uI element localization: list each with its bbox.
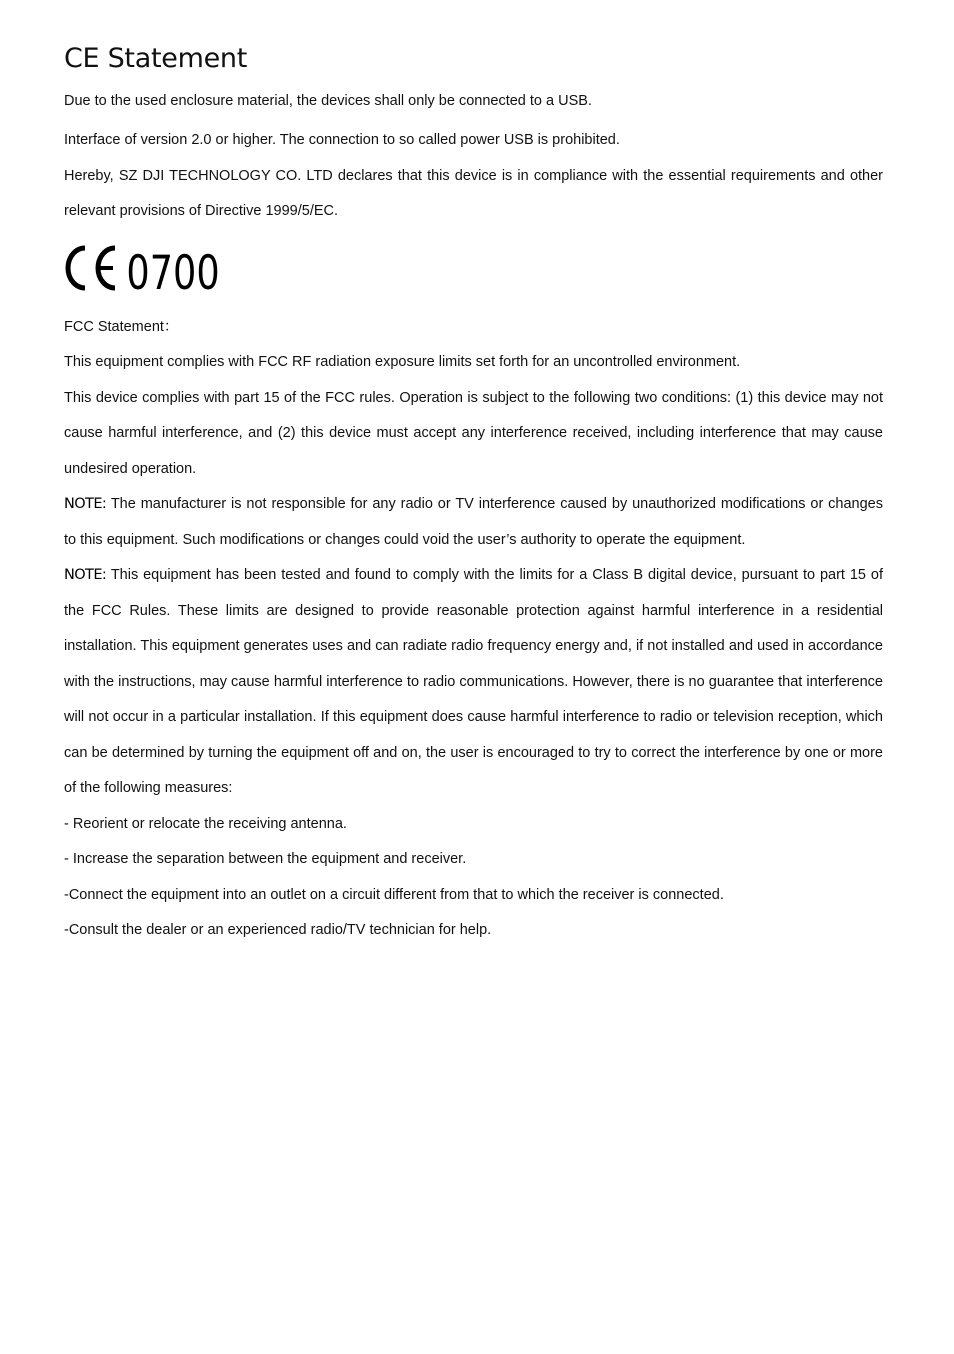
document-page — [64, 40, 883, 949]
note-1-label: NOTE: — [64, 496, 107, 512]
fcc-note-1 — [64, 487, 883, 558]
ce-paragraph-1: Due to the used enclosure material, the devices shall only be connected to a USB. — [64, 93, 592, 109]
fcc-paragraph-2: This device complies with part 15 of the FCC rules. Operation is subject to the following two conditions: (1) this device may not cause harmful interference, and (2) this device must accept any interference received, including interference that may cause undesired operation. — [64, 389, 883, 477]
ce-paragraph-2: Interface of version 2.0 or higher. The connection to so called power USB is prohibited. — [64, 132, 620, 148]
ce-mark-icon — [64, 242, 224, 298]
ce-notified-body-number: 0700 — [126, 245, 220, 298]
measure-item: -Consult the dealer or an experienced radio/TV technician for help. — [64, 922, 492, 938]
note-1-text: The manufacturer is not responsible for any radio or TV interference caused by unauthorized modifications or changes to this equipment. Such modifications or changes could void the user’s authority to operate the equipment. — [64, 496, 883, 548]
measure-item: -Connect the equipment into an outlet on a circuit different from that to which the receiver is connected. — [64, 886, 724, 903]
fcc-paragraph-1: This equipment complies with FCC RF radiation exposure limits set forth for an uncontrolled environment. — [64, 354, 741, 370]
ce-statement-title: CE Statement — [64, 43, 247, 74]
measure-item: - Increase the separation between the equipment and receiver. — [64, 851, 467, 867]
fcc-note-2 — [64, 558, 883, 807]
ce-mark-logo — [64, 242, 883, 298]
ce-paragraph-3: Hereby, SZ DJI TECHNOLOGY CO. LTD declares that this device is in compliance with the essential requirements and other relevant provisions of Directive 1999/5/EC. — [64, 167, 883, 219]
fcc-statement-heading: FCC Statement： — [64, 318, 179, 335]
note-2-label: NOTE: — [64, 567, 107, 583]
measure-item: - Reorient or relocate the receiving antenna. — [64, 815, 347, 832]
note-2-text: This equipment has been tested and found to comply with the limits for a Class B digital device, pursuant to part 15 of the FCC Rules. These limits are designed to provide reasonable protection against harmful interference in a residential installation. This equipment generates uses and can radiate radio frequency energy and, if not installed and used in accordance with the instructions, may cause harmful interference to radio communications. However, there is no guarantee that interference will not occur in a particular installation. If this equipment does cause harmful interference to radio or television reception, which can be determined by turning the equipment off and on, the user is encouraged to try to correct the interference by one or more of the following measures: — [64, 567, 883, 796]
